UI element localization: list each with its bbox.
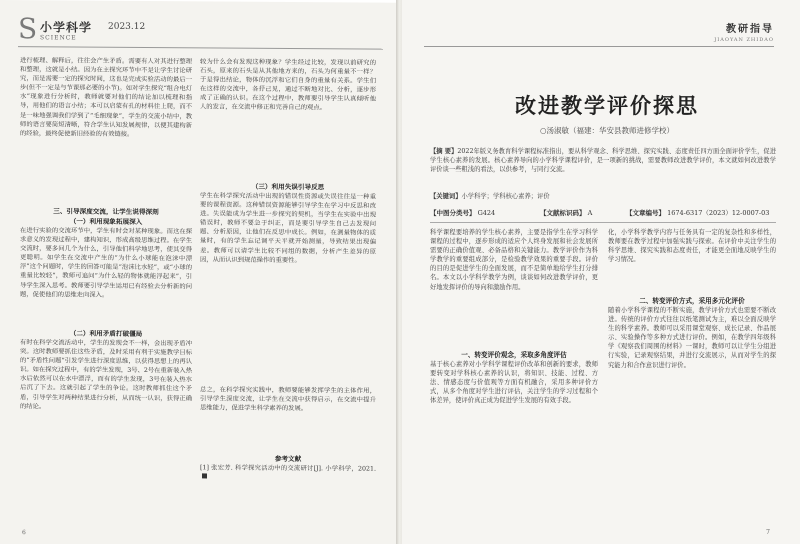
magazine-header — [18, 12, 378, 49]
section-heading: 二、转变评价方式，采用多元化评价 — [639, 297, 745, 305]
column-name-en: JIAOYAN ZHIDAO — [714, 37, 774, 43]
keywords-text: 小学科学；学科核心素养；评价 — [461, 193, 550, 200]
left-column-b — [200, 57, 376, 482]
right-column-d — [608, 228, 776, 506]
metadata-rule — [430, 222, 776, 223]
left-column-a — [20, 56, 192, 475]
section-heading: 三、引导深度交流，让学生说得深刻 — [53, 207, 159, 217]
magazine-title-en: SCIENCE — [40, 34, 77, 42]
abstract-label: 【摘 要】 — [430, 148, 458, 155]
reference-item: [1] 张宏芳. 科学探究活动中的交流研讨[J]. 小学科学，2021. — [200, 463, 376, 482]
paragraph: 随着小学科学课程的不断实施，教学评价方式也需要不断改进。传统的评价方式往往以纸笔测试为主，难以全面反映学生的科学素养。教师可以采用课堂观察、成长记录、作品展示、实验操作等多种方式进行评价。例如，在教学四年级科学《观察我们周围的材料》一课时，教师可以让学生分组进行实验，记录观察结果，并进行交流展示，从而对学生的探究能力和合作意识进行评价。 — [608, 307, 776, 369]
paragraph: 总之，在科学探究实践中，教师要能够发挥学生的主体作用，引导学生深度交流，让学生在交流中获得启示，在交流中提升思维能力，促进学生科学素养的发展。 — [200, 386, 376, 413]
references-heading: 参考文献 — [274, 454, 302, 464]
section-heading: 一、转变评价观念，采取多角度评估 — [461, 351, 567, 359]
right-page — [402, 0, 800, 544]
right-column-c — [430, 228, 598, 508]
column-header — [714, 20, 774, 43]
magazine-logo-letter: S — [18, 12, 38, 46]
page-number: 6 — [22, 529, 26, 537]
article-number: 【文章编号】 1674-6317（2023）12-0007-03 — [626, 209, 770, 217]
keywords-label: 【关键词】 — [430, 193, 462, 200]
article-metadata — [430, 208, 776, 218]
article-title: 改进教学评价探思 — [515, 94, 699, 118]
clc-code: 【中图分类号】 G424 — [430, 209, 496, 217]
magazine-title: 小学科学 — [40, 20, 93, 35]
paragraph: 在进行实验的交流环节中，学生有时会对某种现象。而这在探求意义的发现过程中，建构知识，形成高级思维过程。在学生交流时，要多问几个为什么，引导他们科学地思考，使其变得更聪明。如学生在交流中产生的“为什么小球能在泡沫中漂浮”这个问题时，学生的回答可能是“泡沫比水轻”，或“小球的重量比较轻”，教师可追问“为什么轻的物体就能浮起来”，引导学生深入思考。教师要引导学生运用已有经验去分析新的问题，促使他们的思维走向深入。 — [20, 227, 192, 299]
page-number: 7 — [766, 529, 770, 536]
paragraph: 化，小学科学教学内容与任务具有一定的复杂性和多样性，教师要在教学过程中加强实践与探索。在评价中关注学生的科学思维、探究实践和态度责任，才能更全面地反映学生的学习情况。 — [608, 229, 776, 264]
header-rule — [424, 46, 774, 47]
subsection-heading: （三）利用失误引导反思 — [251, 182, 325, 192]
end-mark — [202, 474, 207, 479]
paragraph: 有时在科学交流活动中，学生的发现会不一样，会出现矛盾冲突。这时教师要抓住这些矛盾，及时采用有利于实施教学目标的“矛盾性问题”引发学生进行深度思维，以获得思想上的再认识。如在探究过程中，有的学生发现，3号、2号在重新装入热水后依然可以在水中漂浮，而有的学生发现，3号在装入热水后沉了下去。这就引起了学生的争论。这时教师抓住这个矛盾，引导学生对两种结果进行分析，从而统一认识，获得正确的结论。 — [20, 339, 192, 410]
paragraph: 较为什么会有发现这种现象？学生经过比较，发现以前研究的石头，原来的石头是从其他地方来的，石头为何重量不一样？于是得出结论，物体的沉浮和它们自身的重量有关系。学生们在这样的交流中，各抒己见，通过不断地对比、分析，逐步形成了正确的认识。在这个过程中，教师要引导学生认真倾听他人的发言，在交流中修正和完善自己的观点。 — [200, 58, 376, 112]
abstract-text: 2022年版义务教育科学课程标准指出，要从科学观念、科学思维、探究实践、态度责任四方面全面评价学生，促进学生核心素养的发展。核心素养导向的小学科学课程评价，是一项新的挑战，需要教师改进教学评价，本文就如何改进教学评价谈一些粗浅的看法，以供参考，与同行交流。 — [430, 148, 776, 174]
article-author: ○汤淑敏（福建：华安县教师进修学校） — [539, 126, 675, 135]
subsection-heading: （二）利用矛盾打破僵局 — [69, 329, 143, 338]
issue-number: 2023.12 — [108, 21, 146, 33]
abstract — [430, 147, 776, 191]
paragraph: 进行梳理、解释后，往往会产生矛盾。需要有人对其进行整理和整理，这就是小结。因为在主探究环节中不是让学生讨论研究，而是需要一定的探究时间，这也是完成实验活动的最后一步(但不一定是与节课那必要的小节)。如对学生探究“组合电灯水”现象进行分析时，教师就要对他们的结论加以梳理和指导，用他们的语言小结；本可以启蒙有孔的材料往上爬，而不是一味地强调我们学到了“毛细现象”，学生的交流小结中，教师的语言要简短清晰，符合学生认知发展规律，以便其建构新的经验，最终促使新旧经验的有效链接。 — [20, 57, 192, 138]
paragraph: 基于核心素养对小学科学课程评价改革和创新的要求，教师要转变对学科核心素养的认识，将知识、技能、过程、方法、情感态度与价值观等方面有机融合，采用多种评价方式，从多个角度对学生进行评估，关注学生的学习过程和个体差异，使评价真正成为促进学生发展的有效手段。 — [430, 361, 598, 405]
left-page — [0, 0, 398, 544]
paragraph: 学生在科学探究活动中出现的错误性资源或失误往往是一种重要的课程资源。这种错误资源能够引导学生在学习中反思和改进。失误能成为学生进一步探究的契机，当学生在实验中出现错误时，教师不要急于纠正，而是要引导学生自己去发现问题、分析原因，让他们在反思中成长。例如，在测量物体的质量时，有的学生忘记调平天平就开始测量，导致结果出现偏差。教师可以请学生比较不同组的数据，分析产生差异的原因，从而认识到规范操作的重要性。 — [200, 192, 376, 264]
column-name: 教研指导 — [726, 24, 774, 35]
paragraph: 科学课程要培养的学生核心素养，主要是指学生在学习科学课程的过程中，逐步形成的适应个人终身发展和社会发展所需要的正确价值观、必备品格和关键能力。教学评价作为科学教学的重要组成部分，是检验教学效果的重要手段。评价的目的是促进学生的全面发展，而不是简单地给学生打分排名。本文以小学科学教学为例，谈谈如何改进教学评价，更好地发挥评价的导向和激励作用。 — [430, 229, 598, 291]
keywords — [430, 192, 776, 201]
subsection-heading: （一）利用现象拓展深入 — [69, 217, 143, 226]
document-code: 【文献标识码】 A — [540, 209, 593, 217]
